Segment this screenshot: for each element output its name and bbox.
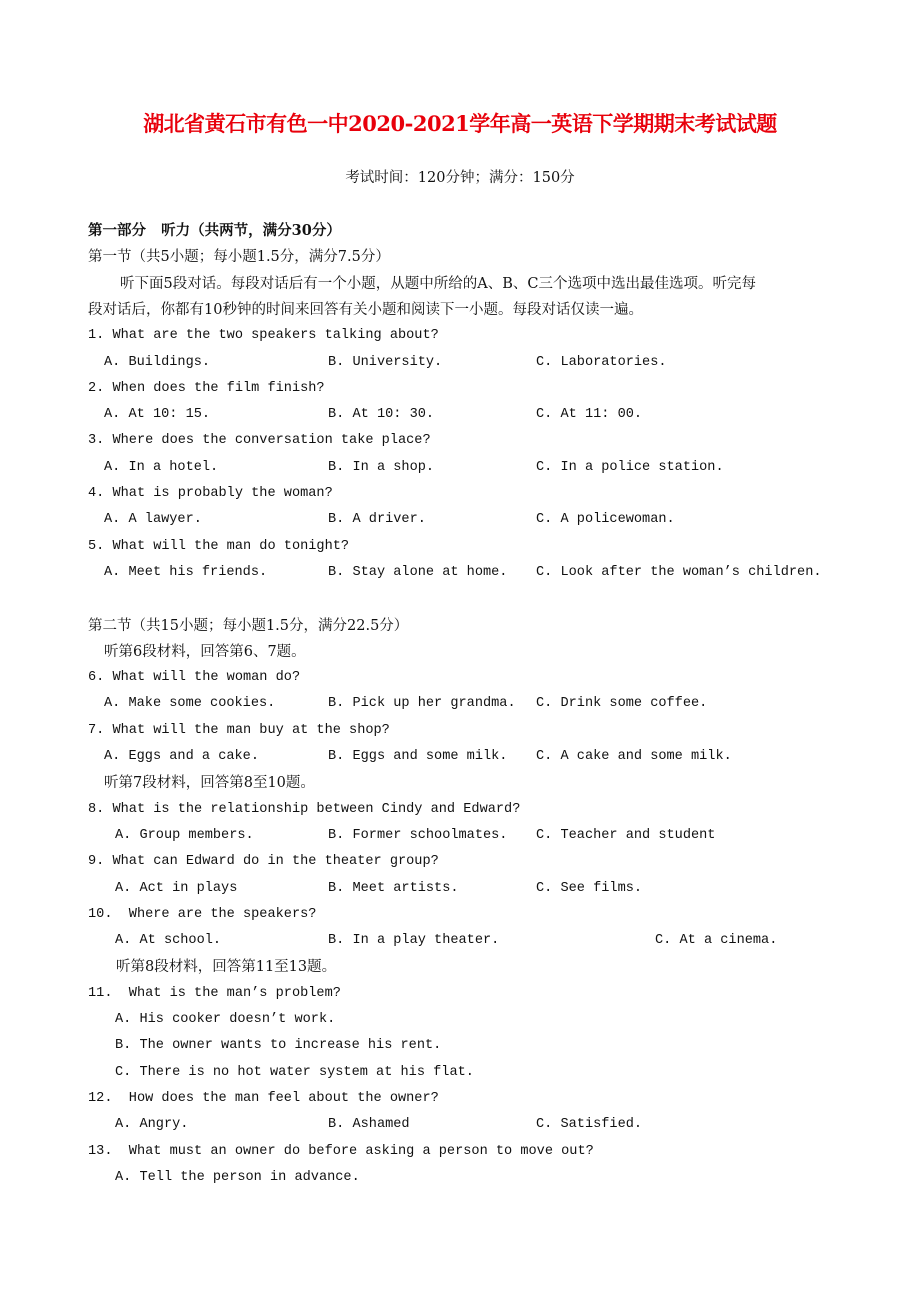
question: 9. What can Edward do in the theater group? <box>88 854 439 870</box>
text-line <box>0 376 920 402</box>
question: 11. What is the man’s problem? <box>88 985 341 1001</box>
option-c: C. In a police station. <box>536 459 724 475</box>
option: B. The owner wants to increase his rent. <box>115 1038 442 1054</box>
text-line <box>0 560 920 586</box>
question: 13. What must an owner do before asking a person to move out? <box>88 1143 594 1159</box>
option: A. His cooker doesn’t work. <box>115 1012 336 1027</box>
text-line <box>0 350 920 376</box>
option-b: B. A driver. <box>328 512 426 528</box>
question: 10. Where are the speakers? <box>88 906 317 922</box>
text-line <box>0 876 920 902</box>
text-line <box>0 744 920 770</box>
option-b: B. Ashamed <box>328 1117 410 1133</box>
option-c: C. At a cinema. <box>655 933 778 949</box>
text-line <box>0 718 920 744</box>
option-a: A. At 10: 15. <box>104 407 211 423</box>
text-line <box>0 507 920 533</box>
instructions: 段对话后，你都有10秒钟的时间来回答有关小题和阅读下一小题。每段对话仅读一遍。 <box>88 301 643 318</box>
question: 1. What are the two speakers talking about? <box>88 328 439 344</box>
option-b: B. In a play theater. <box>328 933 500 949</box>
section-heading: 第二节（共15小题；每小题1.5分，满分22.5分） <box>88 617 409 634</box>
text-line <box>0 402 920 428</box>
text-line <box>0 481 920 507</box>
option-b: B. Pick up her grandma. <box>328 696 516 712</box>
section-heading: 第一节（共5小题；每小题1.5分，满分7.5分） <box>88 249 390 266</box>
option-a: A. Buildings. <box>104 354 211 370</box>
option: A. Tell the person in advance. <box>115 1169 360 1185</box>
option-c: C. Laboratories. <box>536 354 667 370</box>
text-line <box>0 1086 920 1112</box>
question: 3. Where does the conversation take place? <box>88 433 431 449</box>
text-line <box>0 902 920 928</box>
option-c: C. See films. <box>536 880 643 896</box>
option-c: C. Look after the woman’s children. <box>536 564 822 580</box>
option-c: C. Teacher and student <box>536 827 716 843</box>
question: 6. What will the woman do? <box>88 670 301 686</box>
text-line <box>0 323 920 349</box>
instructions: 听下面5段对话。每段对话后有一个小题，从题中所给的A、B、C三个选项中选出最佳选项。听完每 <box>120 275 756 292</box>
option-b: B. Meet artists. <box>328 880 459 896</box>
option-b: B. Stay alone at home. <box>328 564 508 580</box>
option-a: A. At school. <box>115 933 222 949</box>
text-line <box>0 928 920 954</box>
question: 5. What will the man do tonight? <box>88 538 350 554</box>
option-c: C. A policewoman. <box>536 512 675 528</box>
question: 8. What is the relationship between Cindy and Edward? <box>88 801 521 817</box>
text-line <box>0 534 920 560</box>
option-b: B. At 10: 30. <box>328 407 435 423</box>
question: 7. What will the man buy at the shop? <box>88 722 390 738</box>
option-a: A. Act in plays <box>115 880 238 896</box>
text-line <box>0 244 920 270</box>
listening-instruction: 听第7段材料，回答第8至10题。 <box>104 775 315 792</box>
option-a: A. A lawyer. <box>104 512 202 528</box>
listening-instruction: 听第6段材料，回答第6、7题。 <box>104 643 306 660</box>
option-a: A. Meet his friends. <box>104 564 268 580</box>
question: 12. How does the man feel about the owner? <box>88 1090 439 1106</box>
exam-info: 考试时间：120分钟；满分：150分 <box>345 170 575 186</box>
text-line <box>0 1007 920 1033</box>
option-b: B. Former schoolmates. <box>328 827 508 843</box>
text-line <box>0 455 920 481</box>
text-line <box>0 665 920 691</box>
text-line <box>0 954 920 980</box>
option-a: A. In a hotel. <box>104 459 219 475</box>
option-a: A. Angry. <box>115 1117 189 1133</box>
text-line <box>0 1165 920 1191</box>
text-line <box>0 1033 920 1059</box>
option: C. There is no hot water system at his flat. <box>115 1064 474 1080</box>
option-c: C. At 11: 00. <box>536 407 643 423</box>
option-c: C. Satisfied. <box>536 1117 643 1133</box>
text-line <box>0 797 920 823</box>
text-line <box>0 981 920 1007</box>
text-line <box>0 691 920 717</box>
text-line <box>0 1139 920 1165</box>
option-c: C. Drink some coffee. <box>536 696 708 712</box>
option-a: A. Group members. <box>115 827 254 843</box>
text-line <box>0 613 920 639</box>
text-line <box>0 639 920 665</box>
text-line <box>0 823 920 849</box>
text-line <box>0 271 920 297</box>
text-line <box>0 1112 920 1138</box>
question: 4. What is probably the woman? <box>88 486 333 501</box>
text-line <box>0 297 920 323</box>
part-heading: 第一部分 听力（共两节，满分30分） <box>88 222 341 239</box>
text-line <box>0 218 920 244</box>
option-a: A. Make some cookies. <box>104 696 276 712</box>
option-b: B. Eggs and some milk. <box>328 749 508 764</box>
document-title: 湖北省黄石市有色一中2020-2021学年高一英语下学期期末考试试题 <box>143 111 777 136</box>
listening-instruction: 听第8段材料，回答第11至13题。 <box>116 959 337 976</box>
text-line <box>0 849 920 875</box>
text-line <box>0 770 920 796</box>
option-c: C. A cake and some milk. <box>536 749 732 764</box>
option-b: B. In a shop. <box>328 459 435 475</box>
option-b: B. University. <box>328 354 443 370</box>
text-line <box>0 428 920 454</box>
text-line <box>0 1060 920 1086</box>
question: 2. When does the film finish? <box>88 380 325 396</box>
option-a: A. Eggs and a cake. <box>104 749 259 764</box>
